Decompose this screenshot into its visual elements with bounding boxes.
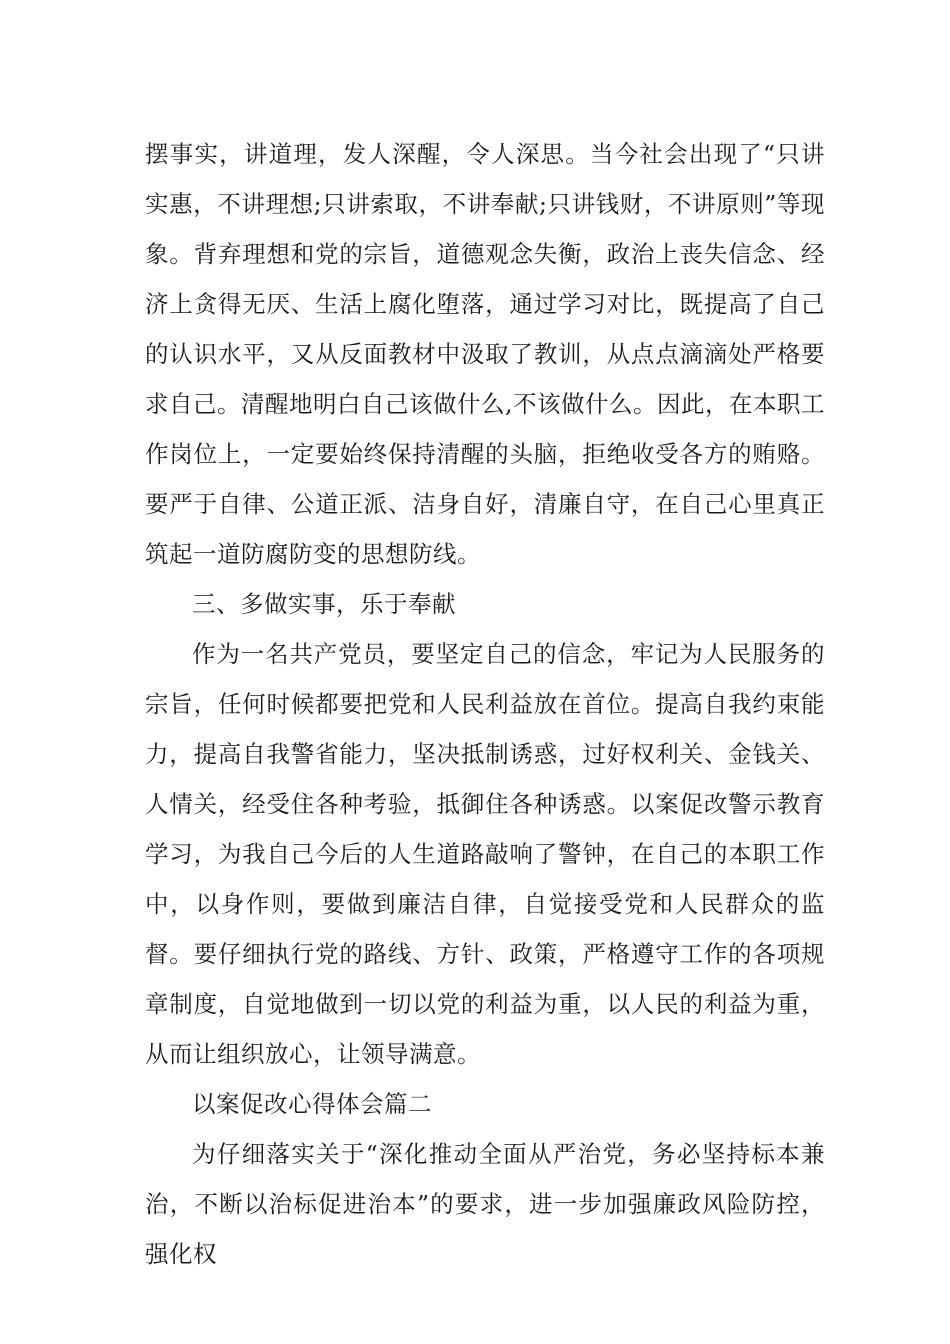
section-heading-3: 三、多做实事，乐于奉献	[192, 590, 456, 618]
article-title-part-2: 以案促改心得体会篇二	[192, 1090, 432, 1118]
paragraph-party-member-duty: 作为一名共产党员，要坚定自己的信念，牢记为人民服务的宗旨，任何时候都要把党和人民利益放在首位。提高自我约束能力，提高自我警省能力，坚决抵制诱惑，过好权利关、金钱关、人情关，经受住各种考验，抵御住各种诱惑。以案促改警示教育学习，为我自己今后的人生道路敲响了警钟，在自己的本职工作中，以身作则，要做到廉洁自律，自觉接受党和人民群众的监督。要仔细执行党的路线、方针、政策，严格遵守工作的各项规章制度，自觉地做到一切以党的利益为重，以人民的利益为重，从而让组织放心，让领导满意。	[145, 640, 825, 1068]
document-body	[145, 129, 825, 1279]
paragraph-integrity-reflection: 摆事实，讲道理，发人深醒，令人深思。当今社会出现了“只讲实惠，不讲理想;只讲索取，不讲奉献;只讲钱财，不讲原则”等现象。背弃理想和党的宗旨，道德观念失衡，政治上丧失信念、经济上贪得无厌、生活上腐化堕落，通过学习对比，既提高了自己的认识水平，又从反面教材中汲取了教训，从点点滴滴处严格要求自己。清醒地明白自己该做什么,不该做什么。因此，在本职工作岗位上，一定要始终保持清醒的头脑，拒绝收受各方的贿赂。要严于自律、公道正派、洁身自好，清廉自守，在自己心里真正筑起一道防腐防变的思想防线。	[145, 140, 825, 568]
paragraph-strict-governance: 为仔细落实关于“深化推动全面从严治党，务必坚持标本兼治，不断以治标促进治本”的要求，进一步加强廉政风险防控，强化权	[145, 1140, 825, 1268]
